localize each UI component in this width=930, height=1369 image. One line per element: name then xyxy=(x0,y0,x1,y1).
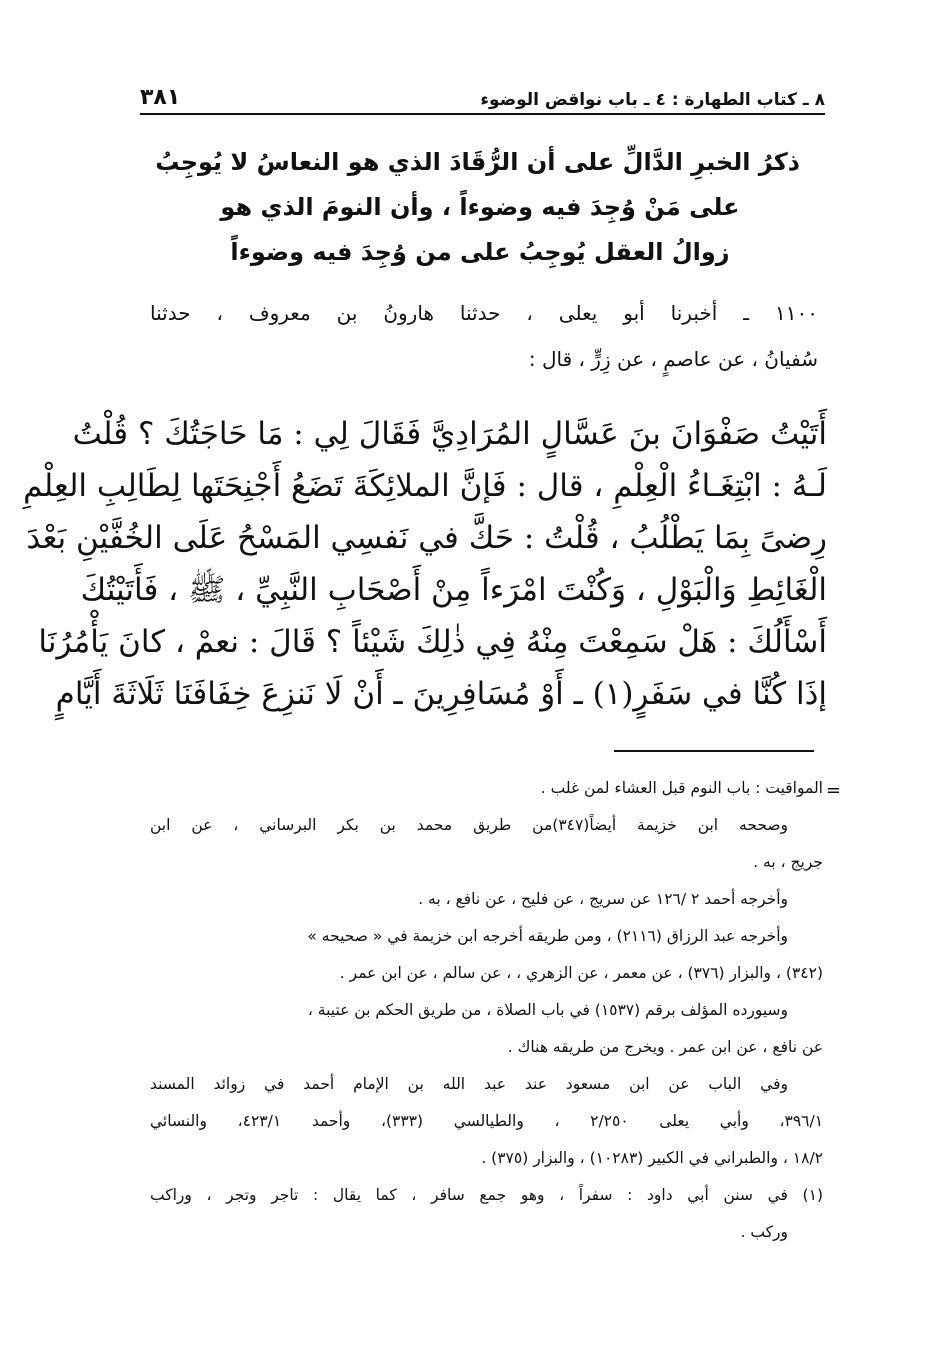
footnote-line: وأخرجه عبد الرزاق (٢١١٦) ، ومن طريقه أخرجه ابن خزيمة في « صحيحه » xyxy=(307,927,788,945)
continuation-mark: = xyxy=(825,780,841,801)
footnote-line: المواقيت : باب النوم قبل العشاء لمن غلب . xyxy=(540,779,823,797)
footnote-line: وسيورده المؤلف برقم (١٥٣٧) في باب الصلاة ، من طريق الحكم بن عتيبة ، xyxy=(307,1001,788,1019)
matn-line: رِضىً بِمَا يَطْلُبُ ، قُلْتُ : حَكَّ في نَفسِي المَسْحُ عَلَى الخُفَّيْنِ بَعْدَ xyxy=(26,520,827,556)
footnote-entry xyxy=(150,992,823,1029)
matn-line: أَسْأَلُكَ : هَلْ سَمِعْتَ مِنْهُ فِي ذٰلِكَ شَيْئاً ؟ قَالَ : نعمْ ، كانَ يَأْمُرُنَا xyxy=(38,624,827,660)
footnote-entry xyxy=(150,955,823,992)
footnote-entry xyxy=(150,1140,823,1177)
footnotes xyxy=(150,770,841,1251)
chapter-heading-line: ذكرُ الخبرِ الدَّالِّ على أن الرُّقَادَ الذي هو النعاسُ لا يُوجِبُ xyxy=(155,148,800,176)
footnote-line: وأخرجه أحمد ٢ /١٢٦ عن سريج ، عن فليح ، عن نافع ، به . xyxy=(418,890,788,908)
footnote-line: وفي الباب عن ابن مسعود عند عبد الله بن الإمام أحمد في زوائد المسند xyxy=(150,1075,788,1093)
footnote-line: (١) في سنن أبي داود : سفراً ، وهو جمع سافر ، كما يقال : تاجر وتجر ، وراكب xyxy=(150,1186,823,1204)
chapter-heading-line: على مَنْ وُجِدَ فيه وضوءاً ، وأن النومَ الذي هو xyxy=(220,193,740,221)
footnote-line: عن نافع ، عن ابن عمر . ويخرج من طريقه هناك . xyxy=(507,1038,823,1056)
hadith-matn xyxy=(23,408,827,720)
footnote-entry xyxy=(150,881,823,918)
footnote-line: جريج ، به . xyxy=(753,853,823,871)
footnote-separator xyxy=(614,750,814,752)
matn-line: لَـهُ : ابْتِغَـاءُ الْعِلْمِ ، قال : فَإنَّ الملائِكَةَ تَضَعُ أَجْنِحَتَها لِطَالِبِ العِلْمِ xyxy=(23,468,827,504)
running-header xyxy=(140,74,825,110)
matn-line: الْغَائِطِ وَالْبَوْلِ ، وَكُنْتَ امْرَءاً مِنْ أَصْحَابِ النَّبِيِّ ، ﷺ ، فَأَتَيْتُكَ xyxy=(80,572,827,608)
footnote-line: (٣٤٢) ، والبزار (٣٧٦) ، عن معمر ، عن الزهري ، ، عن سالم ، عن ابن عمر . xyxy=(339,964,823,982)
header-rule xyxy=(140,113,825,115)
footnote-entry xyxy=(150,807,823,844)
footnote-entry-1 xyxy=(150,1177,823,1214)
footnote-entry xyxy=(150,1066,823,1103)
chapter-heading-line: زوالُ العقل يُوجِبُ على من وُجِدَ فيه وضوءاً xyxy=(230,238,730,266)
footnote-entry xyxy=(150,1103,823,1140)
hadith-isnad xyxy=(150,290,818,382)
footnote-entry xyxy=(150,844,823,881)
footnote-line: ١٨/٢ ، والطبراني في الكبير (١٠٢٨٣) ، والبزار (٣٧٥) . xyxy=(481,1149,823,1167)
footnote-line: وركب . xyxy=(740,1223,788,1241)
running-header-title: ٨ ـ كتاب الطهارة : ٤ ـ باب نواقض الوضوء xyxy=(480,90,825,110)
matn-line: أَتَيْتُ صَفْوَانَ بنَ عَسَّالٍ المُرَادِيَّ فَقَالَ لِي : مَا حَاجَتُكَ ؟ قُلْتُ xyxy=(72,416,827,452)
isnad-line: ١١٠٠ ـ أخبرنا أبو يعلى ، حدثنا هارونُ بن معروف ، حدثنا xyxy=(150,301,818,325)
footnote-line: ٣٩٦/١، وأبي يعلى ٢/٢٥٠ ، والطيالسي (٣٣٣)، وأحمد ٤٢٣/١، والنسائي xyxy=(150,1112,824,1130)
footnote-entry xyxy=(150,770,841,807)
page-number: ٣٨١ xyxy=(140,85,181,110)
matn-line: إذَا كُنَّا في سَفَرٍ(١) ـ أَوْ مُسَافِرِينَ ـ أَنْ لَا نَنزِعَ خِفَافَنَا ثَلَاثَةَ أَيَّامٍ xyxy=(55,676,827,712)
footnote-entry-1 xyxy=(150,1214,823,1251)
footnote-entry xyxy=(150,1029,823,1066)
footnote-line: وصححه ابن خزيمة أيضاً(٣٤٧)من طريق محمد بن بكر البرساني ، عن ابن xyxy=(150,816,789,834)
footnote-entry xyxy=(150,918,823,955)
chapter-heading xyxy=(155,140,800,275)
isnad-line: سُفيانُ ، عن عاصمٍ ، عن زِرٍّ ، قال : xyxy=(528,347,818,371)
